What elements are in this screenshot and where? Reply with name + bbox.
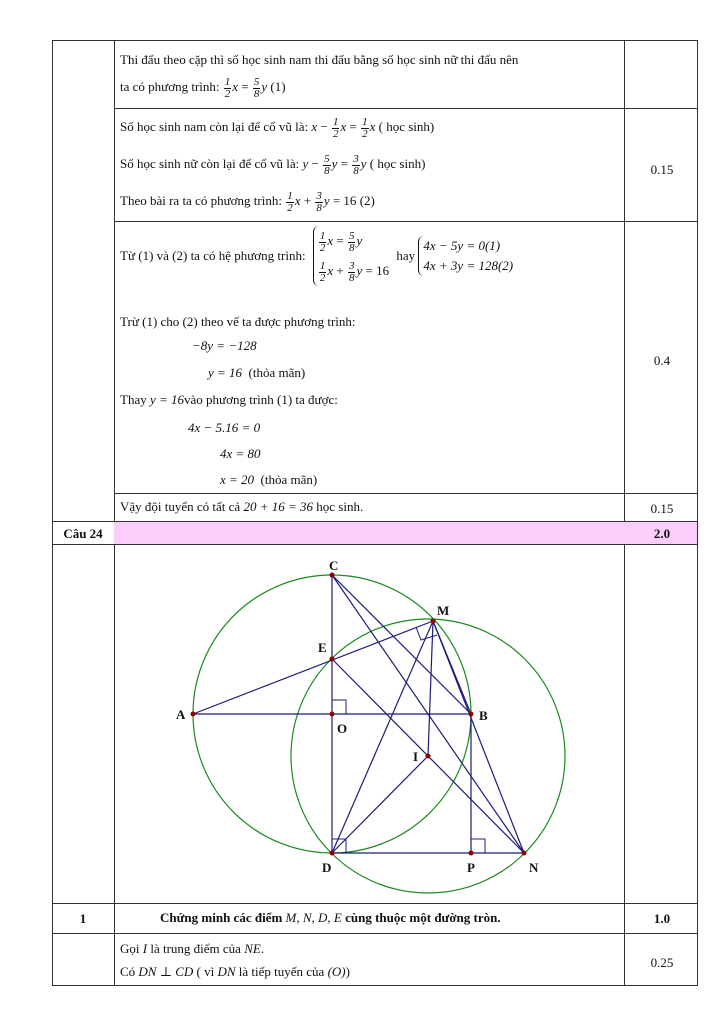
boys-left-prefix: Số học sinh nam còn lại để cổ vũ là: [120,119,309,134]
step-2-math: y = 16 [208,365,243,380]
system-right-eq2: 4x + 3y = 128(2) [423,258,514,273]
proof1-seg: NE [244,941,261,956]
question-score: 2.0 [653,526,671,541]
system-right [418,236,513,276]
proof2-math: DN ⊥ CD [138,964,194,979]
eq1-label: (1) [270,79,286,94]
question-label: Câu 24 [63,526,103,541]
part1-title-points: M, N, D, E [285,910,342,925]
proof1-var: I [142,941,148,956]
substitute-b: vào phương trình (1) ta được: [184,392,338,407]
table-left-border [52,40,53,985]
table-col-divider-2 [624,40,625,985]
proof1-end: . [260,941,265,956]
conclusion-prefix: Vậy đội tuyển có tất cả [120,499,241,514]
point-e-dot [330,657,335,662]
proof2-seg: DN [217,964,236,979]
label-e: E [318,640,327,655]
intro-line-1: Thi đấu theo cặp thì số học sinh nam thi đấu bằng số học sinh nữ thi đấu nên [120,52,519,67]
label-p: P [467,860,475,875]
point-o-dot [330,712,335,717]
row-divider-a [114,108,698,109]
segment-cb [332,575,471,714]
segment-md [332,621,433,853]
subtract-line: Trừ (1) cho (2) theo vế ta được phương trình: [120,314,356,329]
step-3: 4x − 5.16 = 0 [188,420,261,435]
intro-line-2-prefix: ta có phương trình: [120,79,220,94]
circle-o [193,575,471,853]
proof2-mid: ( vì [196,964,215,979]
label-d: D [322,860,332,875]
boys-left-line: Số học sinh nam còn lại để cổ vũ là: x − $\frac{1}{2}$ x = $\frac{1}{2}$ x ( học sinh) [120,115,435,140]
eq2-label: (2) [359,193,375,208]
girls-left-suffix: ( học sinh) [369,156,426,171]
right-angle-p [471,839,485,853]
point-a-dot [191,712,196,717]
proof-score: 0.25 [650,955,674,970]
system-prefix: Từ (1) và (2) ta có hệ phương trình: [120,248,306,263]
girls-left-prefix: Số học sinh nữ còn lại để cổ vũ là: [120,156,300,171]
proof2-end: ) [345,964,350,979]
proof2-prefix: Có [120,964,136,979]
point-m-dot [431,619,436,624]
segment-cn [332,575,524,853]
step-5 [220,472,317,488]
point-d-dot [330,851,335,856]
substitute-a: Thay [120,392,147,407]
segment-mi [428,621,433,756]
row-divider-c [114,493,698,494]
step-4: 4x = 80 [220,446,261,461]
segment-mn [433,621,524,853]
table-top-border [52,40,698,41]
segment-ae [193,621,433,714]
system-line [120,226,513,286]
proof-line-1 [120,941,264,957]
label-b: B [479,708,488,723]
fraction-five-eighths: $\frac{5}{8}$ [253,75,260,100]
label-i: I [413,749,419,764]
right-angle-d [332,839,346,853]
girls-left-line: Số học sinh nữ còn lại để cổ vũ là: y − $\frac{5}{8}$ y = $\frac{3}{8}$ y ( học sinh) [120,152,426,177]
right-angle-o [332,700,346,714]
part1-score: 1.0 [653,911,671,926]
proof1-mid: là trung điểm của [150,941,241,956]
proof-line-2 [120,964,350,980]
row-divider-b [114,221,698,222]
point-c-dot [330,573,335,578]
intro-line-2: ta có phương trình: $\frac{1}{2}$ x = $\frac{5}{8}$ y (1) [120,75,286,100]
or-word: hay [396,248,416,263]
label-o: O [337,721,348,736]
part1-title [160,910,501,926]
score-section-1: 0.15 [650,162,674,177]
proof2-tail: là tiếp tuyến của [238,964,325,979]
problem-equation-line: Theo bài ra ta có phương trình: $\frac{1}{2}$ x + $\frac{3}{8}$ y = 16 (2) [120,189,375,214]
substitute-line [120,392,338,408]
point-b-dot [469,712,474,717]
score-section-2: 0.4 [653,353,671,368]
segment-mb [433,621,471,714]
point-n-dot [522,851,527,856]
conclusion-suffix: học sinh. [316,499,364,514]
system-left: $\frac{1}{2}$ x = $\frac{5}{8}$ y $\frac{1}{2}$ x + $\frac{3}{8}$ y = 16 [313,226,389,286]
circle-i [291,619,565,893]
segment-en [332,659,524,853]
proof1-prefix: Gọi [120,941,140,956]
part1-title-prefix: Chứng minh các điểm [160,910,283,925]
system-right-eq1: 4x − 5y = 0(1) [423,238,501,253]
proof2-circle: (O) [327,964,346,979]
boys-left-suffix: ( học sinh) [378,119,435,134]
conclusion-math: 20 + 16 = 36 [243,499,314,514]
part1-number: 1 [79,911,87,926]
step-1: −8y = −128 [192,338,257,353]
problem-eq-prefix: Theo bài ra ta có phương trình: [120,193,282,208]
label-a: A [176,707,186,722]
row-divider-f [52,903,698,904]
row-divider-g [52,933,698,934]
part1-title-suffix: cùng thuộc một đường tròn. [345,910,501,925]
right-angle-m [416,627,437,640]
score-section-3: 0.15 [650,501,674,516]
label-m: M [437,603,450,618]
step-5-math: x = 20 [220,472,255,487]
substitute-var: y = 16 [149,392,185,407]
label-n: N [529,860,539,875]
step-2 [208,365,305,381]
conclusion-line [120,499,363,515]
row-divider-e [52,544,698,545]
step-5-note: (thỏa mãn) [260,472,318,487]
segment-di [332,756,428,853]
point-p-dot [469,851,474,856]
fraction-half: $\frac{1}{2}$ [224,75,231,100]
question-row-highlight [114,522,697,544]
table-col-divider-1 [114,40,115,985]
label-c: C [329,558,339,573]
point-i-dot [426,754,431,759]
step-2-note: (thỏa mãn) [248,365,306,380]
table-bottom-border [52,985,698,986]
